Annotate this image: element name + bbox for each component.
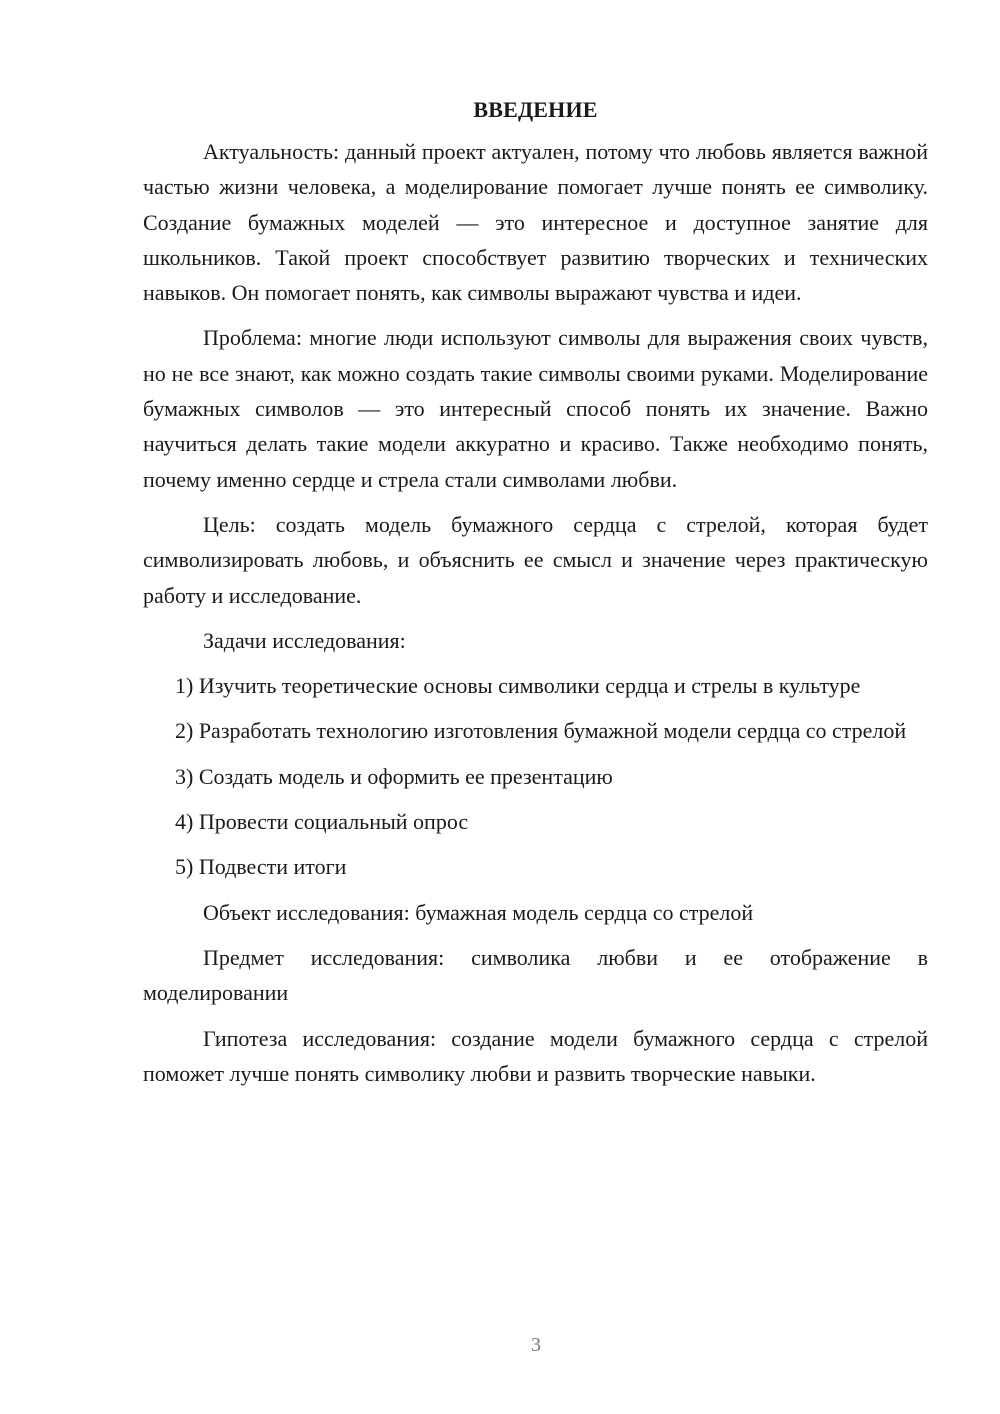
relevance-paragraph: Актуальность: данный проект актуален, потому что любовь является важной частью жизни человека, а моделирование помогает лучше понять ее символику. Создание бумажных моделей — это интересное и доступное занятие для школьников. Такой проект способствует развитию творческих и технических навыков. Он помогает понять, как символы выражают чувства и идеи.: [143, 139, 928, 306]
problem-paragraph: Проблема: многие люди используют символы для выражения своих чувств, но не все знают, как можно создать такие символы своими руками. Моделирование бумажных символов — это интересный способ понять их значение. Важно научиться делать такие модели аккуратно и красиво. Также необходимо понять, почему именно сердце и стрела стали символами любви.: [143, 325, 928, 492]
task-item: 5) Подвести итоги: [175, 854, 347, 880]
task-item: 2) Разработать технологию изготовления бумажной модели сердца со стрелой: [175, 718, 907, 744]
object-paragraph: Объект исследования: бумажная модель сердца со стрелой: [203, 899, 754, 925]
section-title: ВВЕДЕНИЕ: [473, 97, 598, 122]
page-number: 3: [531, 1334, 541, 1356]
subject-paragraph: Предмет исследования: символика любви и ее отображение в моделировании: [143, 944, 928, 1006]
task-item: 4) Провести социальный опрос: [175, 809, 469, 835]
task-item: 1) Изучить теоретические основы символики сердца и стрелы в культуре: [175, 673, 861, 699]
hypothesis-paragraph: Гипотеза исследования: создание модели бумажного сердца с стрелой поможет лучше понять символику любви и развить творческие навыки.: [143, 1025, 928, 1086]
document-page: [143, 94, 928, 1101]
goal-paragraph: Цель: создать модель бумажного сердца с стрелой, которая будет символизировать любовь, и объяснить ее смысл и значение через практическую работу и исследование.: [143, 511, 928, 608]
tasks-heading: Задачи исследования:: [203, 627, 406, 653]
task-item: 3) Создать модель и оформить ее презентацию: [175, 763, 613, 789]
